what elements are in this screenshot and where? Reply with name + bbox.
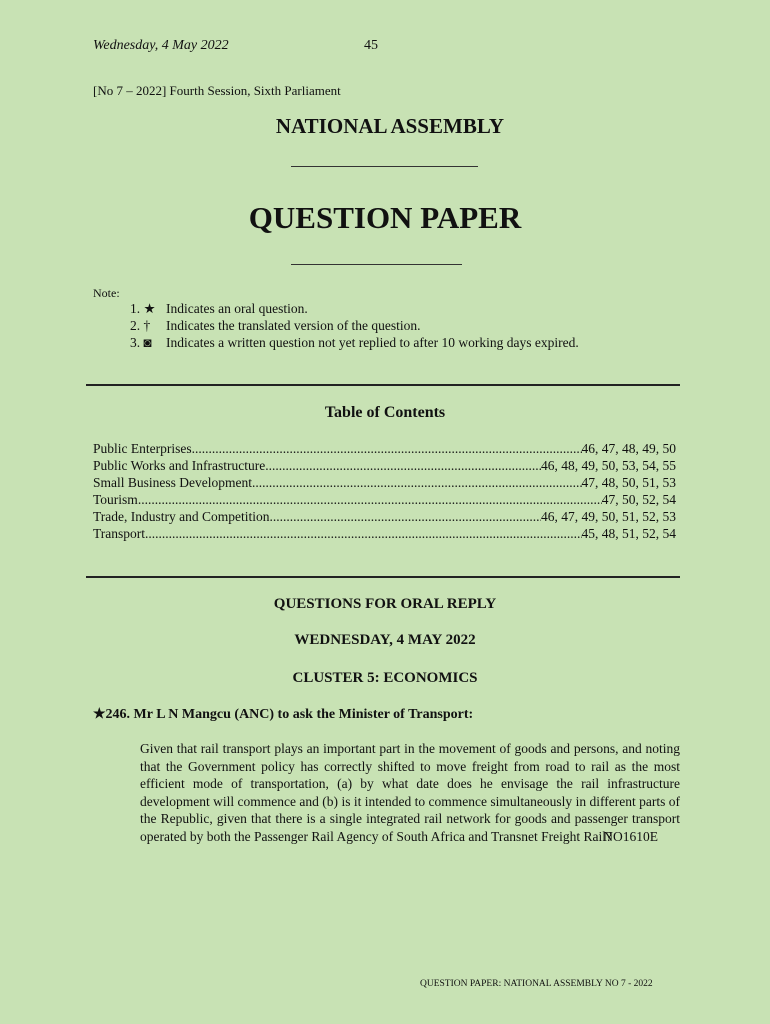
note-marker: 1. ★ [130,301,156,316]
section-heading-cluster: CLUSTER 5: ECONOMICS [292,670,478,686]
toc-entry-name: Transport [93,526,146,541]
question-heading: ★246. Mr L N Mangcu (ANC) to ask the Minister of Transport: [93,707,474,722]
toc-leader [270,508,542,525]
toc-entry[interactable] [93,440,676,457]
note-label: Note: [93,286,120,300]
toc-entry-name: Tourism [93,492,138,507]
section-divider [86,384,680,386]
divider [291,264,462,265]
note-marker: 3. ◙ [130,335,152,350]
session-line: [No 7 – 2022] Fourth Session, Sixth Parliament [93,83,341,98]
toc-entry[interactable] [93,508,676,525]
page-number: 45 [364,38,378,53]
toc-entry-pages: 47, 50, 52, 54 [601,492,676,507]
assembly-title: NATIONAL ASSEMBLY [275,114,505,138]
question-reference: NO1610E [603,828,658,844]
toc-leader [252,474,582,491]
header-date: Wednesday, 4 May 2022 [93,38,229,53]
note-list [130,300,579,351]
toc-entry[interactable] [93,491,676,508]
section-heading-date: WEDNESDAY, 4 MAY 2022 [294,632,476,648]
divider [291,166,478,167]
toc-title: Table of Contents [324,404,446,421]
paper-title: QUESTION PAPER [248,200,522,235]
note-marker: 2. † [130,318,151,333]
toc-entry-name: Public Enterprises [93,441,192,456]
toc-entry-pages: 47, 48, 50, 51, 53 [581,475,676,490]
question-text: Given that rail transport plays an important part in the movement of goods and persons, and noting that the Government policy has correctly shifted to move freight from road to rail as the most efficient mode of transportation, (a) by what date does he envisage the rail infrastructure development will commence and (b) is it intended to commence simultaneously in different parts of the Republic, given that there is a single integrated rail network for goods and passenger transport operated by both the Passenger Rail Agency of South Africa and Transnet Freight Rail? [140,741,680,844]
toc-entry[interactable] [93,457,676,474]
toc-leader [192,440,582,457]
toc-entry-name: Small Business Development [93,475,252,490]
toc-entry-name: Public Works and Infrastructure [93,458,266,473]
toc-leader [138,491,602,508]
toc-leader [265,457,541,474]
note-item [130,334,579,351]
table-of-contents [93,440,676,542]
section-divider [86,576,680,578]
toc-entry-pages: 46, 48, 49, 50, 53, 54, 55 [541,458,676,473]
toc-entry[interactable] [93,474,676,491]
toc-entry-pages: 46, 47, 48, 49, 50 [581,441,676,456]
toc-entry-pages: 45, 48, 51, 52, 54 [581,526,676,541]
section-heading-oral-reply: QUESTIONS FOR ORAL REPLY [273,596,497,612]
question-body [140,740,680,845]
note-text: Indicates an oral question. [166,301,308,316]
toc-leader [145,525,581,542]
toc-entry-name: Trade, Industry and Competition [93,509,270,524]
page-footer: QUESTION PAPER: NATIONAL ASSEMBLY NO 7 - 2022 [420,979,653,989]
note-item [130,300,579,317]
toc-entry-pages: 46, 47, 49, 50, 51, 52, 53 [541,509,676,524]
note-text: Indicates the translated version of the question. [166,318,421,333]
toc-entry[interactable] [93,525,676,542]
note-text: Indicates a written question not yet replied to after 10 working days expired. [166,335,579,350]
note-item [130,317,579,334]
